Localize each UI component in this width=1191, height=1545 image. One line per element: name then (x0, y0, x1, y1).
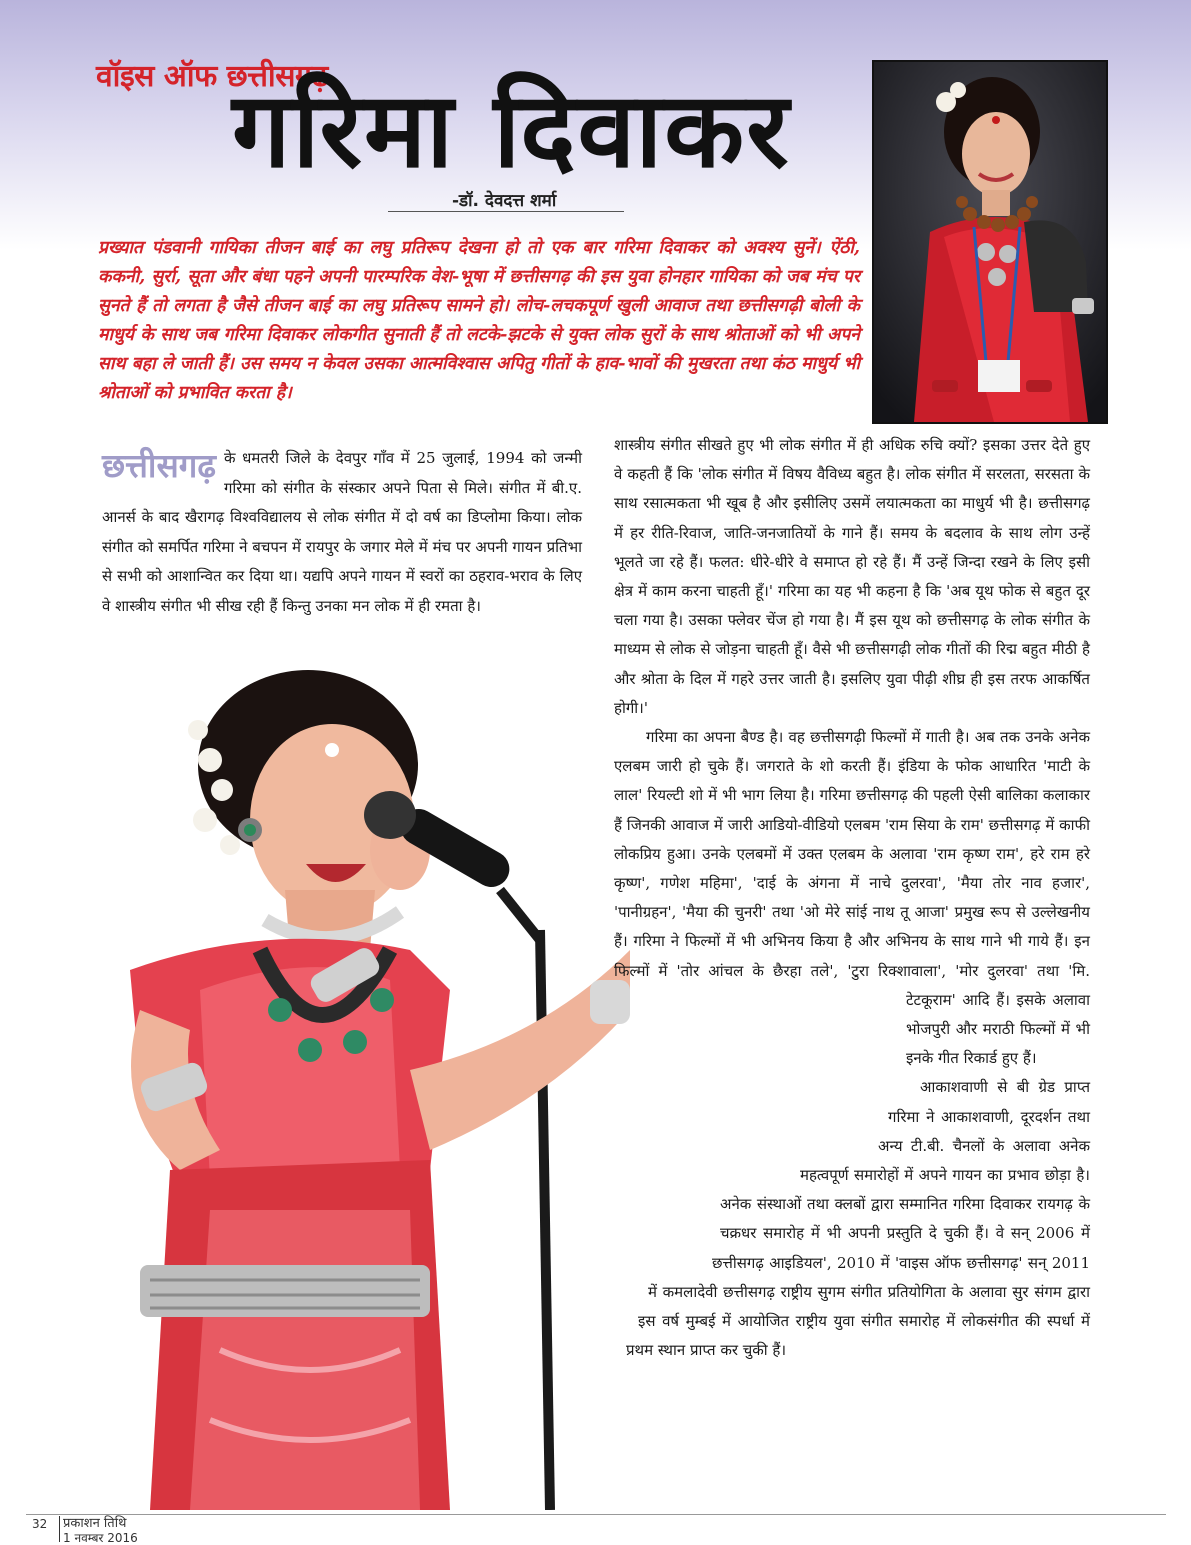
publication-label: प्रकाशन तिथि (63, 1516, 127, 1531)
byline: -डॉ. देवदत्त शर्मा (452, 191, 557, 211)
footer-divider (59, 1516, 60, 1542)
footer-rule (26, 1514, 1166, 1515)
publication-date: 1 नवम्बर 2016 (63, 1531, 138, 1545)
page-number: 32 (32, 1517, 48, 1531)
left-column (102, 444, 582, 621)
right-paragraph-3: आकाशवाणी से बी ग्रेड प्राप्त गरिमा ने आकाशवाणी, दूरदर्शन तथा अन्य टी.बी. चैनलों के अलावा अनेक महत्वपूर्ण समारोहों में अपने गायन का प्रभाव छोड़ा है। अनेक संस्थाओं तथा क्लबों द्वारा सम्मानित गरिमा दिवाकर रायगढ़ के चक्रधर समारोह में भी अपनी प्रस्तुति दे चुकी हैं। वे सन् 2006 में छत्तीसगढ़ आइडियल', 2010 में 'वाइस ऑफ छत्तीसगढ़' सन् 2011 में कमलादेवी छत्तीसगढ़ राष्ट्रीय सुगम संगीत प्रतियोगिता के अलावा सुर संगम द्वारा इस वर्ष मुम्बई में आयोजित राष्ट्रीय युवा संगीत समारोह में लोकसंगीत की स्पर्धा में प्रथम स्थान प्राप्त कर चुकी हैं। (626, 1078, 1090, 1360)
article-title: गरिमा दिवाकर (232, 69, 791, 191)
right-paragraph-1: शास्त्रीय संगीत सीखते हुए भी लोक संगीत में ही अधिक रुचि क्यों? इसका उत्तर देते हुए वे कहती हैं कि 'लोक संगीत में विषय वैविध्य बहुत है। लोक संगीत में सरलता, सरसता के साथ रसात्मकता भी खूब है और इसीलिए उसमें लयात्मकता का माधुर्य भी है। छत्तीसगढ़ में हर रीति-रिवाज, जाति-जनजातियों के गाने हैं। समय के बदलाव के साथ लोग उन्हें भूलते जा रहे हैं। फलत: धीरे-धीरे वे समाप्त हो रहे हैं। मैं उन्हें जिन्दा रखने के लिए इसी क्षेत्र में काम करना चाहती हूँ।' गरिमा का यह भी कहना है कि 'अब यूथ फोक से बहुत दूर चला गया है। उसका फ्लेवर चेंज हो गया है। मैं इस यूथ को छत्तीसगढ़ के लोक संगीत के माध्यम से लोक से जोड़ना चाहती हूँ। वैसे भी छत्तीसगढ़ी लोक गीतों की रिद्म बहुत मीठी है और श्रोता के दिल में गहरे उत्तर जाती है। इसलिए युवा पीढ़ी शीघ्र ही इस तरफ आकर्षित होगी।' (614, 436, 1090, 717)
byline-rule (388, 211, 624, 212)
kicker: वॉइस ऑफ छत्तीसगढ़ (96, 59, 328, 94)
right-column (614, 431, 1090, 1366)
right-paragraph-2: गरिमा का अपना बैण्ड है। वह छत्तीसगढ़ी फिल्मों में गाती है। अब तक उनके अनेक एलबम जारी हो चुके हैं। जगराते के शो करती हैं। इंडिया के फोक आधारित 'माटी के लाल' रियल्टी शो में भी भाग लिया है। गरिमा छत्तीसगढ़ की पहली ऐसी बालिका कलाकार हैं जिनकी आवाज में जारी आडियो-वीडियो एलबम 'राम सिया के राम' छत्तीसगढ़ में काफी लोकप्रिय हुआ। उनके एलबमों में उक्त एलबम के अलावा 'राम कृष्ण राम', हरे राम हरे कृष्ण', गणेश महिमा', 'दाई के अंगना में नाचे दुलरवा', 'मैया तोर नाव हजार', 'पानीग्रहन', 'मैया की चुनरी' तथा 'ओ मेरे सांई नाथ तू आजा' प्रमुख रूप से उल्लेखनीय हैं। गरिमा ने फिल्मों में भी अभिनय किया है और अभिनय के साथ गाने भी गाये हैं। इन फिल्मों में 'तोर आंचल के छैरहा तले', 'टुरा रिक्शावाला', 'मोर दुलरवा' तथा 'मि. टेटकूराम' आदि हैं। इसके अलावा भोजपुरी और मराठी फिल्मों में भी इनके गीत रिकार्ड हुए हैं। (614, 728, 1090, 1068)
left-column-text: के धमतरी जिले के देवपुर गाँव में 25 जुलाई, 1994 को जन्मी गरिमा को संगीत के संस्कार अपने पिता से मिले। संगीत में बी.ए. आनर्स के बाद खैरागढ़ विश्वविद्यालय से लोक संगीत में दो वर्ष का डिप्लोमा किया। लोक संगीत को समर्पित गरिमा ने बचपन में रायपुर के जगार मेले में मंच पर अपनी गायन प्रतिभा से सभी को आशान्वित कर दिया था। यद्यपि अपने गायन में स्वरों का ठहराव-भराव के लिए वे शास्त्रीय संगीत भी सीख रही हैं किन्तु उनका मन लोक में ही रमता है। (102, 449, 582, 615)
performer-photo (70, 650, 630, 1510)
portrait-photo (872, 60, 1108, 424)
right-paragraph-2-wrap (614, 723, 1090, 1365)
intro-paragraph: प्रख्यात पंडवानी गायिका तीजन बाई का लघु प्रतिरूप देखना हो तो एक बार गरिमा दिवाकर को अवश्य सुनें। ऐंठी, ककनी, सुर्रा, सूता और बंधा पहने अपनी पारम्परिक वेश-भूषा में छत्तीसगढ़ की इस युवा होनहार गायिका को जब मंच पर सुनते हैं तो लगता है जैसे तीजन बाई का लघु प्रतिरूप सामने हो। लोच-लचकपूर्ण खुली आवाज तथा छत्तीसगढ़ी बोली के माधुर्य के साथ जब गरिमा दिवाकर लोकगीत सुनाती हैं तो लटके-झटके से युक्त लोक सुरों के साथ श्रोताओं को भी अपने साथ बहा ले जाती हैं। उस समय न केवल उसका आत्मविश्वास अपितु गीतों के हाव-भावों की मुखरता तथा कंठ माधुर्य भी श्रोताओं को प्रभावित करता है। (98, 238, 861, 403)
drop-word: छत्तीसगढ़ (102, 446, 216, 485)
